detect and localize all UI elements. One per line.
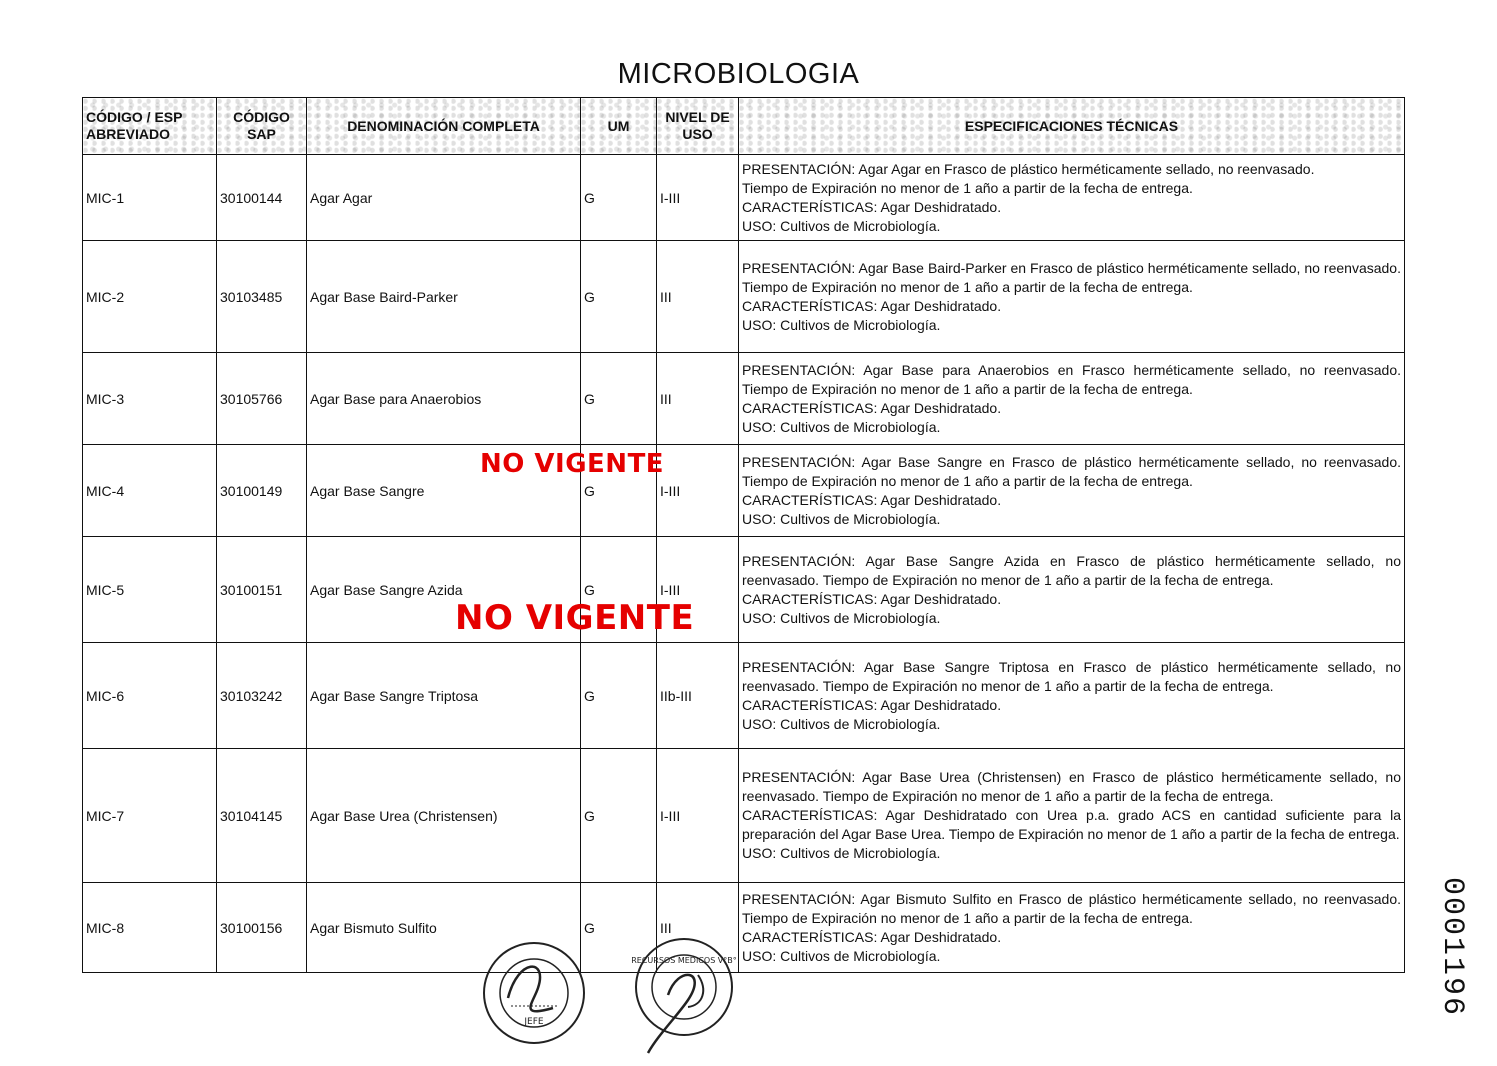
cell-code: MIC-5: [83, 537, 217, 643]
cell-spec: [739, 537, 1405, 643]
page-title: MICROBIOLOGIA: [617, 58, 860, 90]
seal-right-text: RECURSOS MEDICOS V°B°: [631, 956, 737, 965]
spec-line: CARACTERÍSTICAS: Agar Deshidratado con Urea p.a. grado ACS en cantidad suficiente para la preparación del Agar Base Urea. Tiempo de Expiración no menor de 1 año a partir de la fecha de entrega.: [742, 807, 1401, 842]
cell-nivel: III: [657, 241, 739, 353]
table-row: [83, 155, 1405, 241]
column-header-name: DENOMINACIÓN COMPLETA: [307, 98, 581, 155]
spec-line: USO: Cultivos de Microbiología.: [742, 217, 941, 234]
cell-um: G: [581, 883, 657, 973]
table-row: [83, 537, 1405, 643]
spec-line: USO: Cultivos de Microbiología.: [742, 715, 941, 732]
cell-name: Agar Base Sangre Azida: [307, 537, 581, 643]
cell-um: G: [581, 155, 657, 241]
cell-sap: 30105766: [217, 353, 307, 445]
table-row: [83, 445, 1405, 537]
column-header-um: UM: [581, 98, 657, 155]
cell-sap: 30100156: [217, 883, 307, 973]
cell-sap: 30100149: [217, 445, 307, 537]
column-header-nivel: NIVEL DE USO: [657, 98, 739, 155]
cell-nivel: III: [657, 353, 739, 445]
cell-nivel: I-III: [657, 537, 739, 643]
cell-um: G: [581, 445, 657, 537]
cell-sap: 30100144: [217, 155, 307, 241]
spec-line: PRESENTACIÓN: Agar Base Baird-Parker en Frasco de plástico herméticamente sellado, no reenvasado. Tiempo de Expiración no menor de 1 año a partir de la fecha de entrega.: [742, 259, 1401, 295]
cell-name: Agar Base Urea (Christensen): [307, 749, 581, 883]
official-seal-left: [478, 938, 590, 1053]
table-row: [83, 749, 1405, 883]
cell-um: G: [581, 537, 657, 643]
cell-um: G: [581, 749, 657, 883]
table-row: [83, 883, 1405, 973]
spec-line: USO: Cultivos de Microbiología.: [742, 609, 941, 626]
spec-line: USO: Cultivos de Microbiología.: [742, 845, 941, 861]
cell-name: Agar Base para Anaerobios: [307, 353, 581, 445]
column-header-spec: ESPECIFICACIONES TÉCNICAS: [739, 98, 1405, 155]
table-row: [83, 241, 1405, 353]
spec-line: PRESENTACIÓN: Agar Base Sangre Azida en Frasco de plástico herméticamente sellado, no reenvasado. Tiempo de Expiración no menor de 1 año a partir de la fecha de entrega.: [742, 552, 1401, 588]
seal-left-text: JEFE: [524, 1017, 544, 1027]
specifications-table: [82, 97, 1405, 973]
cell-um: G: [581, 643, 657, 749]
cell-nivel: I-III: [657, 445, 739, 537]
spec-line: CARACTERÍSTICAS: Agar Deshidratado.: [742, 297, 1002, 314]
spec-line: CARACTERÍSTICAS: Agar Deshidratado.: [742, 696, 1002, 713]
cell-um: G: [581, 241, 657, 353]
spec-line: USO: Cultivos de Microbiología.: [742, 418, 941, 435]
cell-sap: 30100151: [217, 537, 307, 643]
page-number: 0001196: [1435, 877, 1469, 1018]
cell-code: MIC-3: [83, 353, 217, 445]
spec-line: PRESENTACIÓN: Agar Bismuto Sulfito en Frasco de plástico herméticamente sellado, no reenvasado. Tiempo de Expiración no menor de 1 año a partir de la fecha de entrega.: [742, 890, 1401, 926]
cell-name: Agar Bismuto Sulfito: [307, 883, 581, 973]
no-vigente-watermark: NO VIGENTE: [455, 598, 695, 638]
official-seal-right: [628, 935, 738, 1060]
cell-spec: [739, 155, 1405, 241]
spec-line: PRESENTACIÓN: Agar Base Urea (Christensen) en Frasco de plástico herméticamente sellado, no reenvasado. Tiempo de Expiración no menor de 1 año a partir de la fecha de entrega.: [742, 769, 1401, 804]
cell-nivel: I-III: [657, 749, 739, 883]
spec-line: CARACTERÍSTICAS: Agar Deshidratado.: [742, 491, 1002, 508]
cell-code: MIC-1: [83, 155, 217, 241]
no-vigente-watermark: NO VIGENTE: [480, 449, 665, 479]
cell-nivel: I-III: [657, 155, 739, 241]
spec-line: USO: Cultivos de Microbiología.: [742, 947, 941, 964]
cell-name: Agar Agar: [307, 155, 581, 241]
cell-nivel: IIb-III: [657, 643, 739, 749]
cell-spec: [739, 445, 1405, 537]
cell-um: G: [581, 353, 657, 445]
column-header-sap: CÓDIGO SAP: [217, 98, 307, 155]
spec-line: CARACTERÍSTICAS: Agar Deshidratado.: [742, 590, 1002, 607]
cell-spec: [739, 353, 1405, 445]
cell-sap: 30103242: [217, 643, 307, 749]
cell-code: MIC-6: [83, 643, 217, 749]
spec-line: PRESENTACIÓN: Agar Base Sangre en Frasco de plástico herméticamente sellado, no reenvasado. Tiempo de Expiración no menor de 1 año a partir de la fecha de entrega.: [742, 453, 1401, 489]
spec-line: USO: Cultivos de Microbiología.: [742, 316, 941, 333]
seal-icon: [628, 935, 738, 1055]
spec-line: PRESENTACIÓN: Agar Base para Anaerobios en Frasco herméticamente sellado, no reenvasado. Tiempo de Expiración no menor de 1 año a partir de la fecha de entrega.: [742, 361, 1401, 397]
cell-spec: [739, 241, 1405, 353]
column-header-code: CÓDIGO / ESP ABREVIADO: [83, 98, 217, 155]
table-row: [83, 643, 1405, 749]
table-row: [83, 353, 1405, 445]
spec-line: CARACTERÍSTICAS: Agar Deshidratado.: [742, 198, 1002, 215]
cell-code: MIC-8: [83, 883, 217, 973]
cell-spec: [739, 643, 1405, 749]
cell-code: MIC-4: [83, 445, 217, 537]
cell-code: MIC-7: [83, 749, 217, 883]
cell-spec: [739, 749, 1405, 883]
cell-spec: [739, 883, 1405, 973]
cell-sap: 30104145: [217, 749, 307, 883]
spec-line: USO: Cultivos de Microbiología.: [742, 510, 941, 527]
cell-name: Agar Base Sangre: [307, 445, 581, 537]
cell-name: Agar Base Sangre Triptosa: [307, 643, 581, 749]
cell-name: Agar Base Baird-Parker: [307, 241, 581, 353]
table-header-row: [83, 98, 1405, 155]
seal-icon: [478, 938, 590, 1048]
spec-line: CARACTERÍSTICAS: Agar Deshidratado.: [742, 928, 1002, 945]
spec-line: PRESENTACIÓN: Agar Agar en Frasco de plástico herméticamente sellado, no reenvasado.: [742, 160, 1315, 177]
cell-nivel: III: [657, 883, 739, 973]
spec-line: CARACTERÍSTICAS: Agar Deshidratado.: [742, 399, 1002, 416]
cell-code: MIC-2: [83, 241, 217, 353]
spec-line: PRESENTACIÓN: Agar Base Sangre Triptosa en Frasco de plástico herméticamente sellado, no reenvasado. Tiempo de Expiración no menor de 1 año a partir de la fecha de entrega.: [742, 658, 1401, 694]
spec-line: Tiempo de Expiración no menor de 1 año a partir de la fecha de entrega.: [742, 179, 1193, 196]
cell-sap: 30103485: [217, 241, 307, 353]
